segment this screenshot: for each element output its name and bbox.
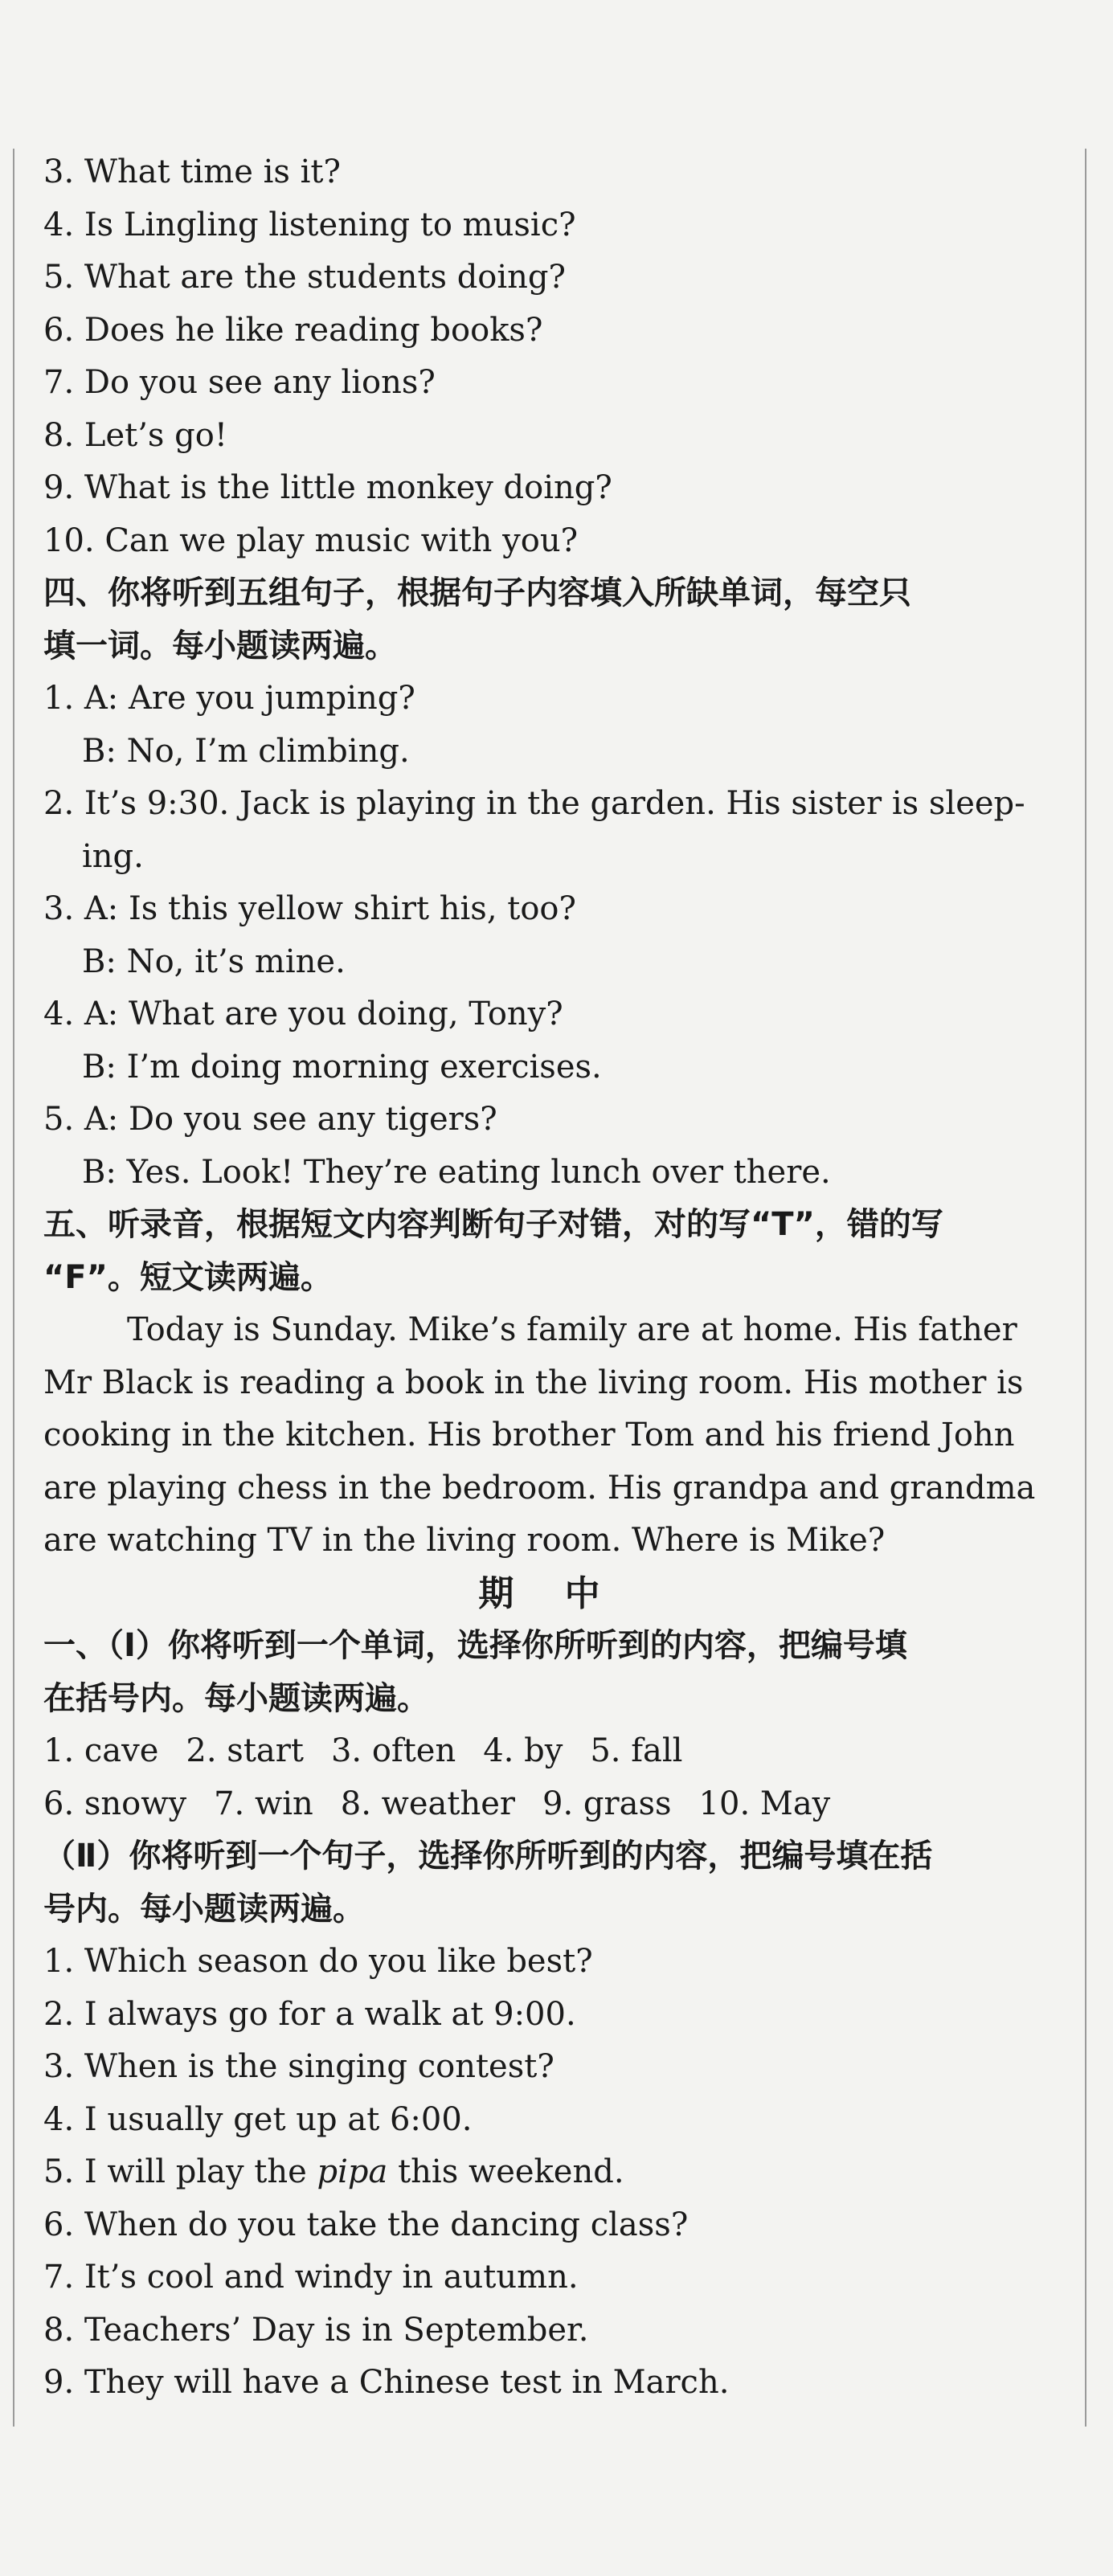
dialog-line: 2. It’s 9:30. Jack is playing in the garden. His sister is sleep- <box>43 785 1025 822</box>
dialog-line: B: No, it’s mine. <box>82 942 346 980</box>
word-option: 6. snowy <box>43 1785 187 1822</box>
part1-heading: 一、（Ⅰ）你将听到一个单词，选择你所听到的内容，把编号填 <box>43 1627 907 1664</box>
sentence-item: 3. When is the singing contest? <box>43 2048 554 2085</box>
passage-line: Mr Black is reading a book in the living room. His mother is <box>43 1364 1024 1401</box>
word-option: 5. fall <box>590 1732 683 1769</box>
list-item: 9. What is the little monkey doing? <box>43 469 612 506</box>
word-option: 1. cave <box>43 1732 159 1769</box>
dialog-line: 3. A: Is this yellow shirt his, too? <box>43 890 576 927</box>
passage-line: cooking in the kitchen. His brother Tom and his friend John <box>43 1417 1015 1454</box>
passage-line: are watching TV in the living room. Where is Mike? <box>43 1522 886 1559</box>
word-option: 10. May <box>698 1785 831 1822</box>
word-option: 9. grass <box>542 1785 672 1822</box>
dialog-line: 1. A: Are you jumping? <box>43 680 415 717</box>
sentence-item: 1. Which season do you like best? <box>43 1943 593 1980</box>
part2-heading-cont: 号内。每小题读两遍。 <box>43 1890 365 1928</box>
part2-heading: （Ⅱ）你将听到一个句子，选择你所听到的内容，把编号填在括 <box>43 1838 933 1875</box>
list-item: 5. What are the students doing? <box>43 259 566 296</box>
sentence-text: this weekend. <box>387 2153 624 2190</box>
dialog-line: B: I’m doing morning exercises. <box>82 1048 602 1086</box>
list-item: 6. Does he like reading books? <box>43 311 543 349</box>
midterm-title: 期 中 <box>478 1572 620 1614</box>
word-option: 3. often <box>330 1732 456 1769</box>
sentence-item <box>43 2146 1054 2199</box>
word-options-row <box>43 1725 1054 1778</box>
dialog-line: ing. <box>82 837 144 875</box>
list-item: 10. Can we play music with you? <box>43 521 579 559</box>
word-option: 7. win <box>214 1785 313 1822</box>
dialog-line: B: No, I’m climbing. <box>82 732 410 770</box>
word-option: 2. start <box>186 1732 304 1769</box>
pipa-word: pipa <box>317 2153 388 2190</box>
sentence-item: 8. Teachers’ Day is in September. <box>43 2311 589 2349</box>
passage-line: are playing chess in the bedroom. His grandpa and grandma <box>43 1469 1036 1507</box>
left-margin-rule <box>13 149 14 2427</box>
dialog-line: 4. A: What are you doing, Tony? <box>43 996 563 1032</box>
sentence-text: 5. I will play the <box>43 2153 317 2190</box>
sentence-item: 7. It’s cool and windy in autumn. <box>43 2259 579 2296</box>
list-item: 3. What time is it? <box>43 153 341 190</box>
section4-heading-cont: 填一词。每小题读两遍。 <box>43 627 397 664</box>
sentence-item: 9. They will have a Chinese test in March. <box>43 2364 730 2401</box>
part1-heading-cont: 在括号内。每小题读两遍。 <box>43 1679 429 1717</box>
list-item: 4. Is Lingling listening to music? <box>43 206 576 243</box>
sentence-item: 2. I always go for a walk at 9:00. <box>43 1995 576 2033</box>
word-options-row <box>43 1778 1054 1831</box>
word-option: 4. by <box>483 1732 563 1769</box>
list-item: 7. Do you see any lions? <box>43 364 436 401</box>
page-content <box>43 146 1054 2410</box>
right-margin-rule <box>1085 149 1086 2427</box>
sentence-item: 6. When do you take the dancing class? <box>43 2206 689 2243</box>
sentence-item: 4. I usually get up at 6:00. <box>43 2100 473 2138</box>
passage-line: Today is Sunday. Mike’s family are at home. His father <box>127 1311 1017 1348</box>
dialog-line: 5. A: Do you see any tigers? <box>43 1101 497 1138</box>
list-item: 8. Let’s go! <box>43 416 227 454</box>
word-option: 8. weather <box>340 1785 516 1822</box>
section4-heading: 四、你将听到五组句子，根据句子内容填入所缺单词，每空只 <box>43 574 911 611</box>
section5-heading: 五、听录音，根据短文内容判断句子对错，对的写“T”，错的写 <box>43 1206 943 1243</box>
dialog-line: B: Yes. Look! They’re eating lunch over there. <box>82 1153 831 1191</box>
section5-heading-cont: “F”。短文读两遍。 <box>43 1258 333 1296</box>
